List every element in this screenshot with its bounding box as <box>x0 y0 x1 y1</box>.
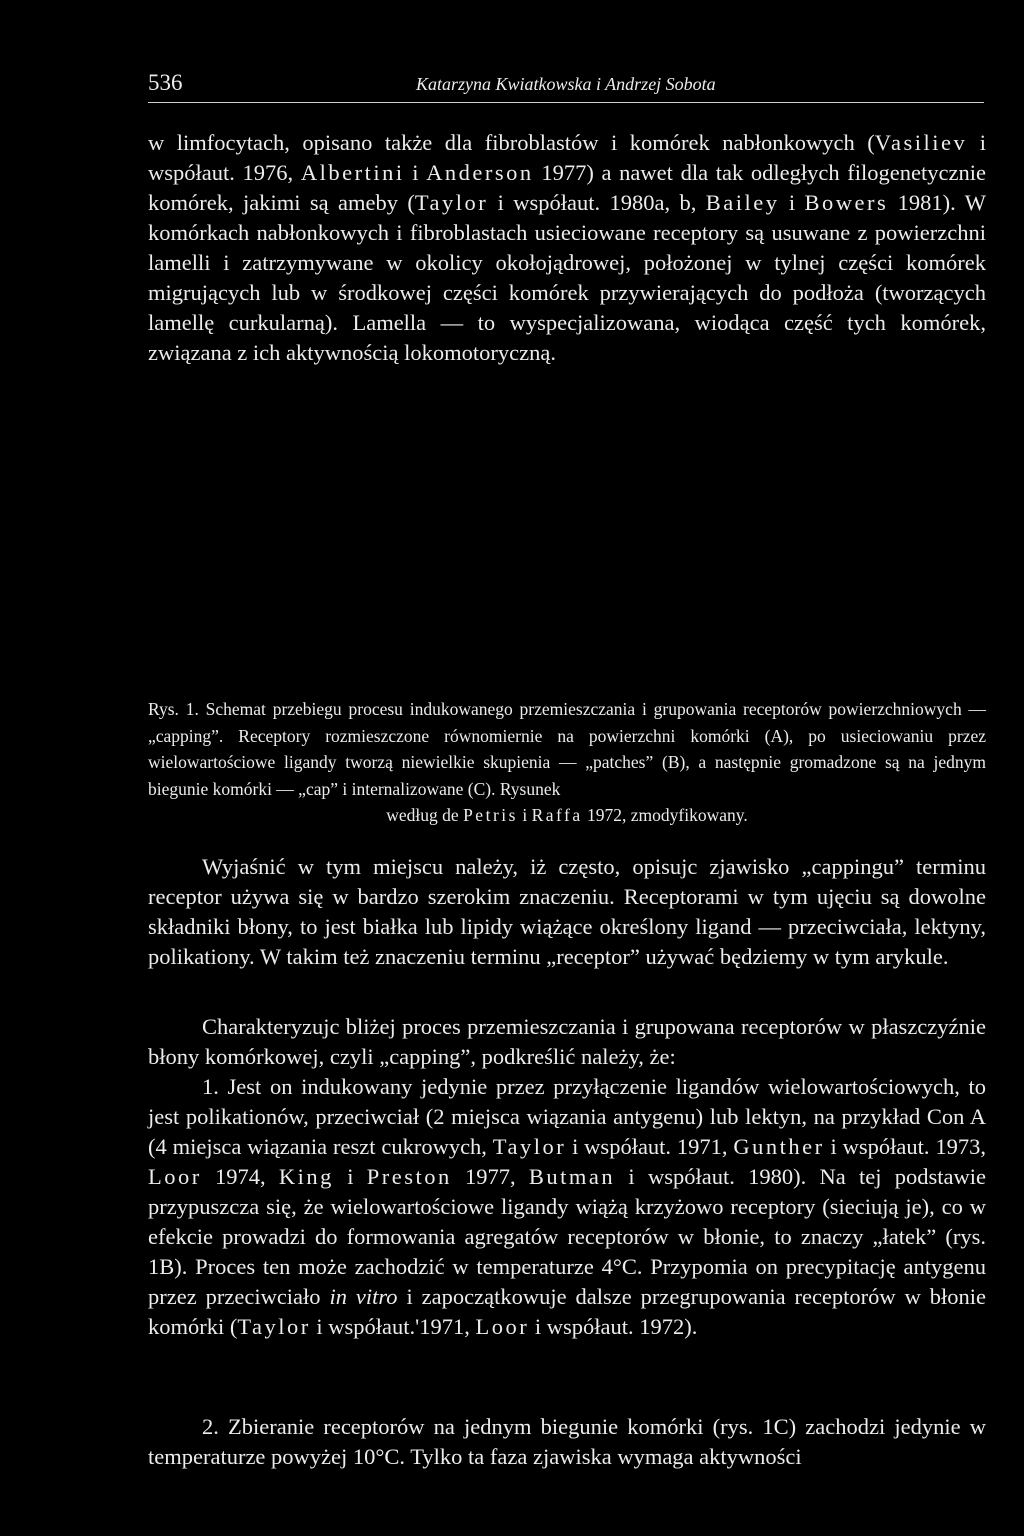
caption-last-line <box>148 802 986 829</box>
citation-author: Anderson <box>426 160 534 185</box>
citation-author: Butman <box>528 1164 616 1189</box>
italic-term: in vitro <box>329 1284 398 1309</box>
text-run: i współaut. 1980). Na tej podstawie przypuszcza się, że wielowartościowe ligandy wiążą krzyżowo receptory (sieciują je), co w efekcie prowadzi do formowania agregatów receptorów w błonie, to znaczy „łatek” (rys. 1B). Proces ten może zachodzić w temperaturze 4°C. Przypomia on precypitację antygenu przez przeciwciało <box>148 1164 986 1309</box>
paragraph-capping-intro: Charakteryzujc bliżej proces przemieszczania i grupowana receptorów w płaszczyźnie błony komórkowej, czyli „capping”, podkreślić należy, że: <box>148 1014 986 1069</box>
text-run: w limfocytach, opisano także dla fibroblastów i komórek nabłonkowych ( <box>148 130 875 155</box>
text-run: i współaut. 1976, <box>148 130 986 185</box>
citation-author: Albertini <box>300 160 405 185</box>
text-run: i współaut. 1972). <box>529 1314 698 1339</box>
citation-author: Gunther <box>733 1134 825 1159</box>
citation-author: Taylor <box>414 190 489 215</box>
text-run: 1977, <box>451 1164 529 1189</box>
text-run: i współaut.'1971, <box>310 1314 476 1339</box>
citation-author: Bailey <box>705 190 780 215</box>
text-run: 1972, zmodyfikowany. <box>582 805 748 825</box>
citation-author: Raffa <box>531 805 583 825</box>
text-run: i współaut. 1971, <box>566 1134 734 1159</box>
text-run: 1977) a nawet dla tak odległych filogenetycznie komórek, jakimi są ameby ( <box>148 160 986 215</box>
paragraph-lamella <box>148 128 986 368</box>
paragraph-receptor-definition: Wyjaśnić w tym miejscu należy, iż często, opisujc zjawisko „cappingu” terminu receptor używa się w bardzo szerokim znaczeniu. Receptorami w tym ujęciu są dowolne składniki błony, to jest białka lub lipidy wiążące określony ligand — przeciwciała, lektyny, polikationy. W takim też znaczeniu terminu „receptor” używać będziemy w tym arykule. <box>148 854 986 969</box>
text-run: 1974, <box>201 1164 279 1189</box>
figure-caption <box>148 696 986 829</box>
text-run: i <box>333 1164 367 1189</box>
running-head: Katarzyna Kwiatkowska i Andrzej Sobota <box>416 74 716 94</box>
text-run: i <box>517 805 532 825</box>
text-run: według de <box>386 805 464 825</box>
citation-author: Petris <box>463 805 518 825</box>
text-run: 1981). W komórkach nabłonkowych i fibroblastach usieciowane receptory są usuwane z powierzchni lamelli i zatrzymywane w okolicy okołojądrowej, położonej w tylnej części komórek migrujących lub w środkowej części komórek przywierających do podłoża (tworzących lamellę curkularną). Lamella — to wyspecjalizowana, wiodąca część tych komórek, związana z ich aktywnością lokomotoryczną. <box>148 190 986 365</box>
citation-author: Vasiliev <box>874 130 968 155</box>
citation-author: Taylor <box>492 1134 567 1159</box>
text-run: i współaut. 1973, <box>824 1134 986 1159</box>
citation-author: Preston <box>366 1164 452 1189</box>
citation-author: Loor <box>475 1314 530 1339</box>
text-run: i <box>779 190 805 215</box>
text-run: 1. Jest on indukowany jedynie przez przyłączenie ligandów wielowartościowych, to jest polikationów, przeciwciał (2 miejsca wiązania antygenu) lub lektyn, na przykład Con A (4 miejsca wiązania reszt cukrowych, <box>148 1074 986 1159</box>
text-run: i zapoczątkowuje dalsze przegrupowania receptorów w błonie komórki ( <box>148 1284 986 1339</box>
citation-author: Loor <box>148 1164 202 1189</box>
paragraph-point-1 <box>148 1072 986 1342</box>
citation-author: King <box>278 1164 334 1189</box>
text-run: i współaut. 1980a, b, <box>488 190 706 215</box>
caption-text: Rys. 1. Schemat przebiegu procesu indukowanego przemieszczania i grupowania receptorów powierzchniowych — „capping”. Receptory rozmieszczone równomiernie na powierzchni komórki (A), po usieciowaniu przez wielowartościowe ligandy tworzą niewielkie skupienia — „patches” (B), a następnie gromadzone są na jednym biegunie komórki — „cap” i internalizowane (C). Rysunek <box>148 699 986 799</box>
page-number: 536 <box>148 70 183 95</box>
figure-placeholder <box>148 440 986 690</box>
citation-author: Bowers <box>804 190 889 215</box>
paragraph-point-2: 2. Zbieranie receptorów na jednym biegunie komórki (rys. 1C) zachodzi jedynie w temperaturze powyżej 10°C. Tylko ta faza zjawiska wymaga aktywności <box>148 1414 986 1469</box>
text-run: i <box>404 160 427 185</box>
citation-author: Taylor <box>237 1314 311 1339</box>
page-header <box>148 66 984 103</box>
